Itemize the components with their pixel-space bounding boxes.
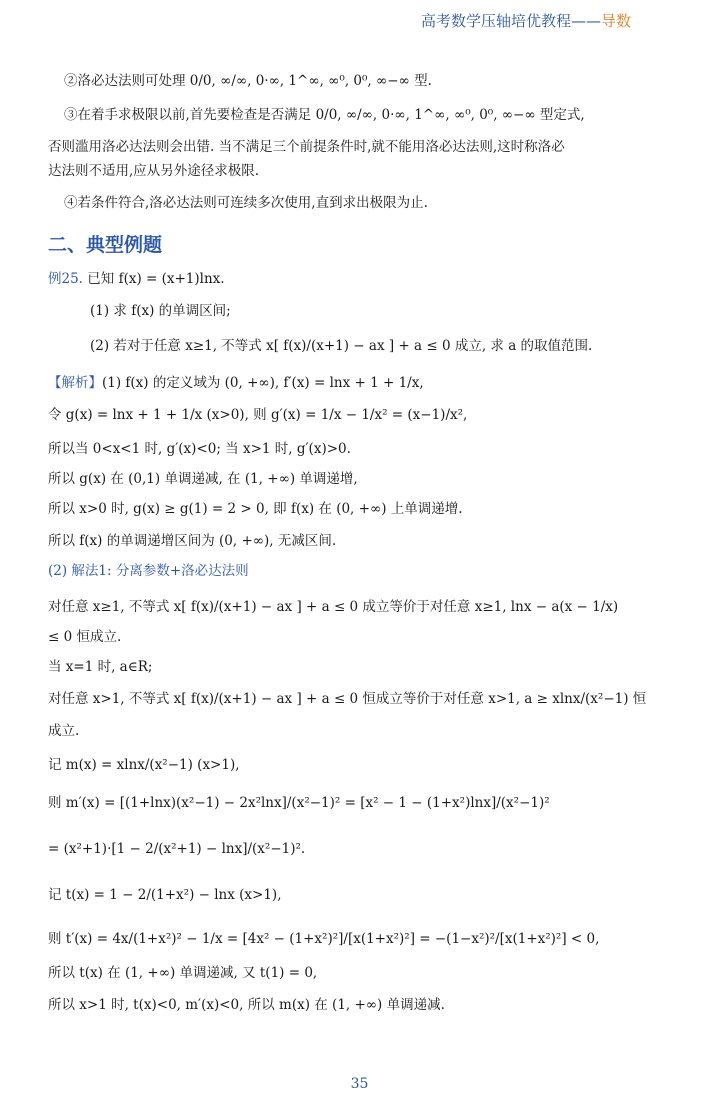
example-stem-line <box>48 268 647 290</box>
solution-line-15: 记 t(x) = 1 − 2/(1+x²) − lnx (x>1), <box>48 887 282 903</box>
note-3b: 否则滥用洛必达法则会出错. 当不满足三个前提条件时,就不能用洛必达法则,这时称洛必 <box>48 139 565 155</box>
note-3c: 达法则不适用,应从另外途径求极限. <box>48 163 260 179</box>
solution-line-14: = (x²+1)·[1 − 2/(x²+1) − lnx]/(x²−1)². <box>48 841 306 857</box>
solution-tag: 【解析】 <box>48 375 102 391</box>
note-4: ④若条件符合,洛必达法则可连续多次使用,直到求出极限为止. <box>64 195 428 211</box>
solution-line-18: 所以 x>1 时, t(x)<0, m′(x)<0, 所以 m(x) 在 (1, +∞) 单调递减. <box>48 997 445 1013</box>
solution-text-1: (1) f(x) 的定义域为 (0, +∞), f′(x) = lnx + 1 + 1/x, <box>102 375 424 391</box>
solution-line-10: 对任意 x>1, 不等式 x[ f(x)/(x+1) − ax ] + a ≤ 0 恒成立等价于对任意 x>1, a ≥ xlnx/(x²−1) 恒 <box>48 691 647 707</box>
solution-line-11: 成立. <box>48 723 80 739</box>
example-stem: 已知 f(x) = (x+1)lnx. <box>87 271 225 287</box>
question-2: (2) 若对于任意 x≥1, 不等式 x[ f(x)/(x+1) − ax ] + a ≤ 0 成立, 求 a 的取值范围. <box>90 338 593 354</box>
page-number: 35 <box>350 1076 369 1092</box>
solution-line-9: 当 x=1 时, a∈R; <box>48 659 153 675</box>
running-header <box>421 10 631 31</box>
question-1: (1) 求 f(x) 的单调区间; <box>90 303 231 319</box>
book-title: 高考数学压轴培优教程—— <box>420 12 601 30</box>
solution-line-7: 对任意 x≥1, 不等式 x[ f(x)/(x+1) − ax ] + a ≤ 0 成立等价于对任意 x≥1, lnx − a(x − 1/x) <box>48 599 619 615</box>
solution-line-5: 所以 x>0 时, g(x) ≥ g(1) = 2 > 0, 即 f(x) 在 (0, +∞) 上单调递增. <box>48 501 463 517</box>
chapter-title: 导数 <box>600 12 631 30</box>
example-label: 例25. <box>48 271 83 287</box>
solution-line-12: 记 m(x) = xlnx/(x²−1) (x>1), <box>48 757 240 773</box>
note-3a: ③在着手求极限以前,首先要检查是否满足 0/0, ∞/∞, 0·∞, 1^∞, ∞⁰, 0⁰, ∞−∞ 型定式, <box>64 107 585 123</box>
solution-line-16: 则 t′(x) = 4x/(1+x²)² − 1/x = [4x² − (1+x²)²]/[x(1+x²)²] = −(1−x²)²/[x(1+x²)²] < 0, <box>48 931 600 947</box>
solution-line-17: 所以 t(x) 在 (1, +∞) 单调递减, 又 t(1) = 0, <box>48 965 318 981</box>
solution-line-3: 所以当 0<x<1 时, g′(x)<0; 当 x>1 时, g′(x)>0. <box>48 441 351 457</box>
section-title: 二、典型例题 <box>48 234 163 256</box>
solution-line-2: 令 g(x) = lnx + 1 + 1/x (x>0), 则 g′(x) = 1/x − 1/x² = (x−1)/x², <box>48 407 468 423</box>
solution-line-13: 则 m′(x) = [(1+lnx)(x²−1) − 2x²lnx]/(x²−1)² = [x² − 1 − (1+x²)lnx]/(x²−1)² <box>48 795 550 811</box>
solution-line-6: 所以 f(x) 的单调递增区间为 (0, +∞), 无减区间. <box>48 533 337 549</box>
solution-line-4: 所以 g(x) 在 (0,1) 单调递减, 在 (1, +∞) 单调递增, <box>48 471 358 487</box>
note-2: ②洛必达法则可处理 0/0, ∞/∞, 0·∞, 1^∞, ∞⁰, 0⁰, ∞−∞ 型. <box>64 73 432 89</box>
solution-line-8: ≤ 0 恒成立. <box>48 629 122 645</box>
solution-line-1 <box>48 372 647 394</box>
method-1-title: (2) 解法1: 分离参数+洛必达法则 <box>48 563 249 579</box>
